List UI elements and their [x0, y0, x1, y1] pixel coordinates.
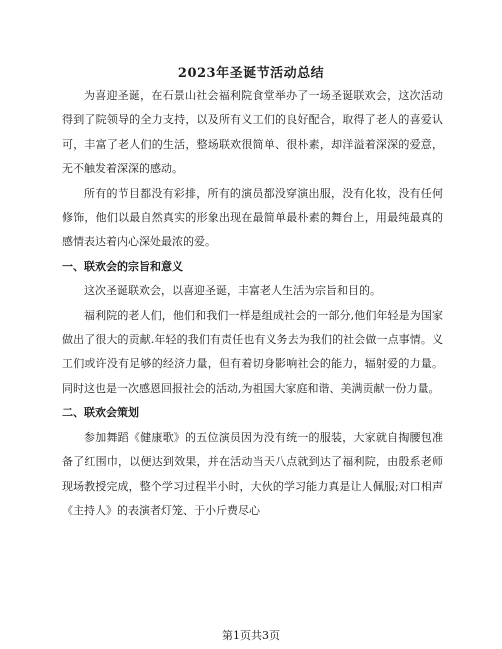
section-heading: 二、联欢会策划 [62, 406, 139, 420]
body-paragraph: 福利院的老人们，他们和我们一样是组成社会的一部分,他们年轻是为国家做出了很大的贡献.年轻的我们有责任也有义务去为我们的社会做一点事情。义工们或许没有足够的经济力量，但有着切身影响社会的能力，辐射爱的力量。同时这也是一次感恩回报社会的活动,为祖国大家庭和谐、美满贡献一份力量。 [62, 308, 443, 395]
body-paragraph: 参加舞蹈《健康歌》的五位演员因为没有统一的服装，大家就自掏腰包准备了红围巾，以便达到效果，并在活动当天八点就到达了福利院，由殷系老师现场教授完成，整个学习过程半小时，大伙的学习能力真是让人佩服;对口相声《主持人》的表演者灯笼、于小斤费尽心 [62, 430, 443, 517]
body-paragraph: 为喜迎圣诞，在石景山社会福利院食堂举办了一场圣诞联欢会，这次活动得到了院领导的全力支持，以及所有义工们的良好配合，取得了老人的喜爱认可，丰富了老人们的生活，整场联欢很简单、很朴素，却洋溢着深深的爱意，无不触发着深深的感动。 [62, 89, 443, 176]
section-heading: 一、联欢会的宗旨和意义 [62, 259, 183, 273]
document-title: 2023年圣诞节活动总结 [177, 66, 325, 81]
document-body [62, 84, 443, 523]
body-paragraph: 这次圣诞联欢会，以喜迎圣诞，丰富老人生活为宗旨和目的。 [84, 284, 381, 298]
page-number-footer: 第1页共3页 [222, 629, 280, 642]
body-paragraph: 所有的节目都没有彩排，所有的演员都没穿演出服，没有化妆，没有任何修饰，他们以最自然真实的形象出现在最简单最朴素的舞台上，用最纯最真的感情表达着内心深处最浓的爱。 [62, 186, 443, 249]
